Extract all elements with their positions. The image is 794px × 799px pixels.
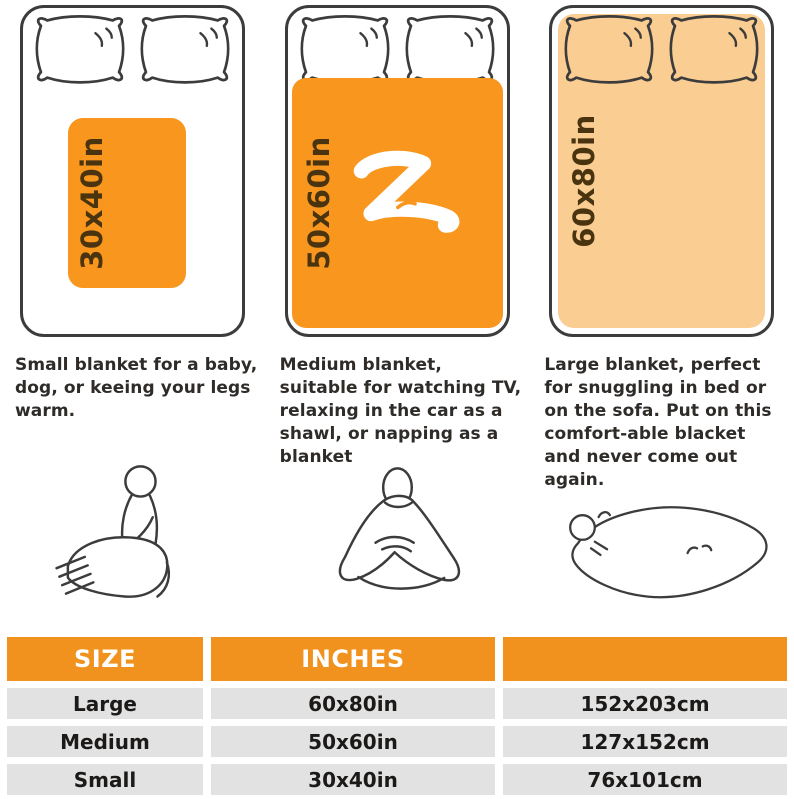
blanket-size-label: 60x80in: [567, 114, 602, 248]
table-cell-cm: 76x101cm: [503, 764, 787, 795]
pillow-icon: [664, 15, 764, 84]
usage-illustrations: [0, 456, 794, 627]
table-header-cm: [503, 637, 787, 681]
figure-person-sitting-with-lap-blanket: [0, 456, 265, 627]
description-small: Small blanket for a baby, dog, or keeing your legs warm.: [15, 355, 258, 421]
description-medium: Medium blanket, suitable for watching TV, relaxing in the car as a shawl, or napping as a blanket: [279, 355, 522, 467]
figure-person-wrapped-in-blanket: [265, 456, 530, 627]
pillows: [288, 15, 507, 84]
table-header-size: SIZE: [7, 637, 203, 681]
table-cell-size: Medium: [7, 726, 203, 757]
pillow-icon: [295, 15, 395, 84]
pillows: [552, 15, 771, 84]
pillow-icon: [135, 15, 235, 84]
table-cell-cm: 127x152cm: [503, 726, 787, 757]
table-cell-size: Small: [7, 764, 203, 795]
pillow-icon: [559, 15, 659, 84]
pillow-icon: [30, 15, 130, 84]
description-large: Large blanket, perfect for snuggling in bed or on the sofa. Put on this comfort-able blacket and never come out again.: [544, 355, 772, 490]
bed-size-comparison: [0, 5, 794, 337]
figure-person-lying-under-blanket: [529, 456, 794, 627]
size-table: [7, 637, 787, 795]
blanket-size-label: 30x40in: [74, 136, 109, 270]
bed-diagram-small: [20, 5, 245, 337]
brand-z-logo: [342, 144, 466, 244]
blanket-small: [68, 118, 186, 288]
table-cell-inches: 50x60in: [211, 726, 495, 757]
table-header-inches: INCHES: [211, 637, 495, 681]
blanket-size-label: 50x60in: [301, 136, 336, 270]
table-cell-inches: 60x80in: [211, 688, 495, 719]
bed-diagram-medium: [285, 5, 510, 337]
table-cell-size: Large: [7, 688, 203, 719]
blanket-medium: [292, 78, 503, 328]
table-cell-inches: 30x40in: [211, 764, 495, 795]
pillows: [23, 15, 242, 84]
table-cell-cm: 152x203cm: [503, 688, 787, 719]
blanket-descriptions: [0, 354, 794, 490]
pillow-icon: [400, 15, 500, 84]
bed-diagram-large: [549, 5, 774, 337]
